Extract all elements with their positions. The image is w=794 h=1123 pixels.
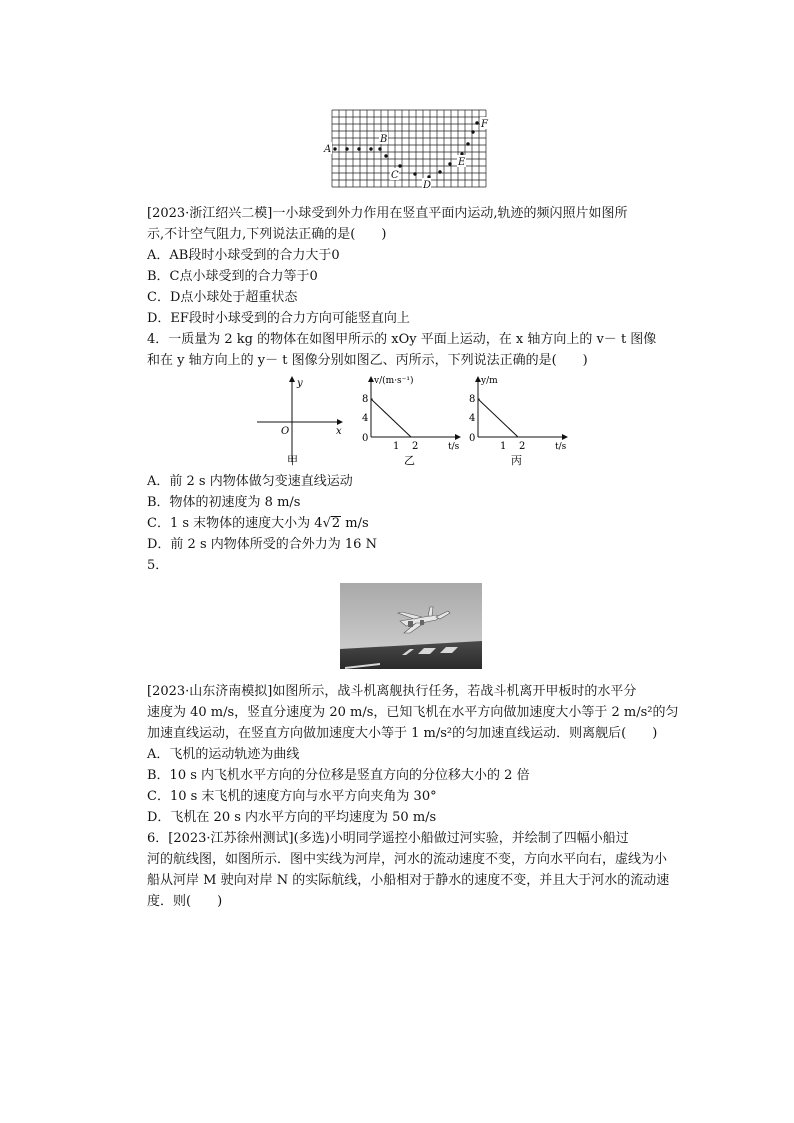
- tick-label-4: 4: [469, 413, 476, 424]
- figure-bing-chart: [467, 372, 577, 468]
- q4-stem-line-2: 和在 y 轴方向上的 y－ t 图像分别如图乙、丙所示，下列说法正确的是( ): [147, 353, 588, 368]
- q4-stem-line-1: 4．一质量为 2 kg 的物体在如图甲所示的 xOy 平面上运动，在 x 轴方向上的 v－ t 图像: [147, 332, 657, 347]
- tick-label-1: 1: [500, 441, 507, 452]
- figure-yi-chart: [360, 372, 470, 468]
- point-label-a: A: [324, 144, 332, 155]
- q3-option-b: B．C点小球受到的合力等于0: [147, 269, 318, 284]
- dot: [357, 147, 360, 150]
- q6-stem-line-2: 河的航线图，如图所示．图中实线为河岸，河水的流动速度不变，方向水平向右，虚线为小: [147, 852, 668, 867]
- q5-stem-line-3: 加速直线运动，在竖直方向做加速度大小等于 1 m/s²的匀加速直线运动．则离舰后( ): [147, 726, 658, 741]
- origin-label: O: [281, 426, 290, 437]
- q6-stem-line-1: 6．[2023·江苏徐州测试](多选)小明同学遥控小船做过河实验，并绘制了四幅小船过: [147, 831, 629, 846]
- strobe-grid-figure: [320, 108, 495, 190]
- x-axis-label: x: [336, 426, 342, 437]
- q5-option-d: D．飞机在 20 s 内水平方向的平均速度为 50 m/s: [147, 810, 437, 825]
- trajectory-dots: [333, 121, 478, 178]
- q4-option-a: A．前 2 s 内物体做匀变速直线运动: [147, 474, 353, 489]
- q6-stem-line-3: 船从河岸 M 驶向对岸 N 的实际航线，小船相对于静水的速度不变，并且大于河水的流动速: [147, 873, 670, 888]
- figure-caption: 丙: [511, 454, 522, 467]
- q3-option-d: D．EF段时小球受到的合力方向可能竖直向上: [147, 311, 410, 326]
- tick-label-8: 8: [469, 394, 476, 405]
- dot: [333, 147, 336, 150]
- tick-label-2: 2: [519, 441, 526, 452]
- sqrt-radicand: 2: [331, 516, 341, 531]
- series-line: [371, 399, 411, 437]
- q5-number: 5．: [147, 558, 169, 573]
- grid-lines: [332, 110, 486, 187]
- tick-label-4: 4: [362, 413, 369, 424]
- tick-label-8: 8: [362, 394, 369, 405]
- q4-option-c-prefix: C．1 s 末物体的速度大小为 4: [147, 516, 323, 531]
- dot: [345, 147, 348, 150]
- q4-option-c-suffix: m/s: [341, 516, 369, 531]
- sqrt-sign: √: [322, 516, 331, 531]
- q5-option-c: C．10 s 末飞机的速度方向与水平方向夹角为 30°: [147, 789, 437, 804]
- q5-stem-line-1: [2023·山东济南模拟]如图所示，战斗机离舰执行任务，若战斗机离开甲板时的水平分: [147, 684, 637, 699]
- point-label-d: D: [423, 180, 432, 190]
- point-label-c: C: [391, 170, 399, 181]
- figure-caption: 甲: [287, 454, 298, 467]
- y-axis-label: v/(m·s⁻¹): [374, 376, 414, 386]
- dot: [413, 172, 416, 175]
- figure-caption: 乙: [404, 454, 415, 467]
- dot: [475, 121, 478, 124]
- dot: [378, 147, 381, 150]
- q6-stem-line-4: 度．则( ): [147, 894, 223, 909]
- x-axis-label: t/s: [448, 442, 460, 452]
- x-axis-label: t/s: [555, 442, 567, 452]
- q5-option-a: A．飞机的运动轨迹为曲线: [147, 747, 300, 762]
- q3-stem-line-2: 示,不计空气阻力,下列说法正确的是( ): [147, 227, 387, 242]
- dot: [438, 170, 441, 173]
- dot: [384, 154, 387, 157]
- q3-stem-line-1: [2023·浙江绍兴二模]一小球受到外力作用在竖直平面内运动,轨迹的频闪照片如图所: [147, 206, 628, 221]
- dot: [369, 147, 372, 150]
- q5-stem-line-2: 速度为 40 m/s，竖直分速度为 20 m/s，已知飞机在水平方向做加速度大小等于 2 m/s²的匀: [147, 705, 679, 720]
- q4-option-b: B．物体的初速度为 8 m/s: [147, 495, 301, 510]
- dot: [398, 164, 401, 167]
- point-label-f: F: [481, 119, 488, 130]
- y-axis-label: y/m: [481, 376, 498, 386]
- tick-label-1: 1: [393, 441, 400, 452]
- dot: [466, 142, 469, 145]
- tick-label-2: 2: [412, 441, 419, 452]
- q3-option-c: C．D点小球处于超重状态: [147, 290, 298, 305]
- dot: [471, 130, 474, 133]
- q5-option-b: B．10 s 内飞机水平方向的分位移是竖直方向的分位移大小的 2 倍: [147, 768, 530, 783]
- point-label-e: E: [458, 157, 466, 168]
- dot: [448, 162, 451, 165]
- y-axis-label: y: [297, 378, 303, 389]
- tick-label-0: 0: [469, 433, 476, 444]
- point-label-b: B: [380, 134, 388, 145]
- figure-jia-axes: [252, 372, 352, 468]
- tick-label-0: 0: [362, 433, 369, 444]
- series-line: [478, 399, 518, 437]
- q3-option-a: A．AB段时小球受到的合力大于0: [147, 248, 340, 263]
- q4-option-c: [147, 513, 369, 534]
- fighter-jet-photo: [340, 583, 482, 669]
- q4-option-d: D．前 2 s 内物体所受的合外力为 16 N: [147, 537, 377, 552]
